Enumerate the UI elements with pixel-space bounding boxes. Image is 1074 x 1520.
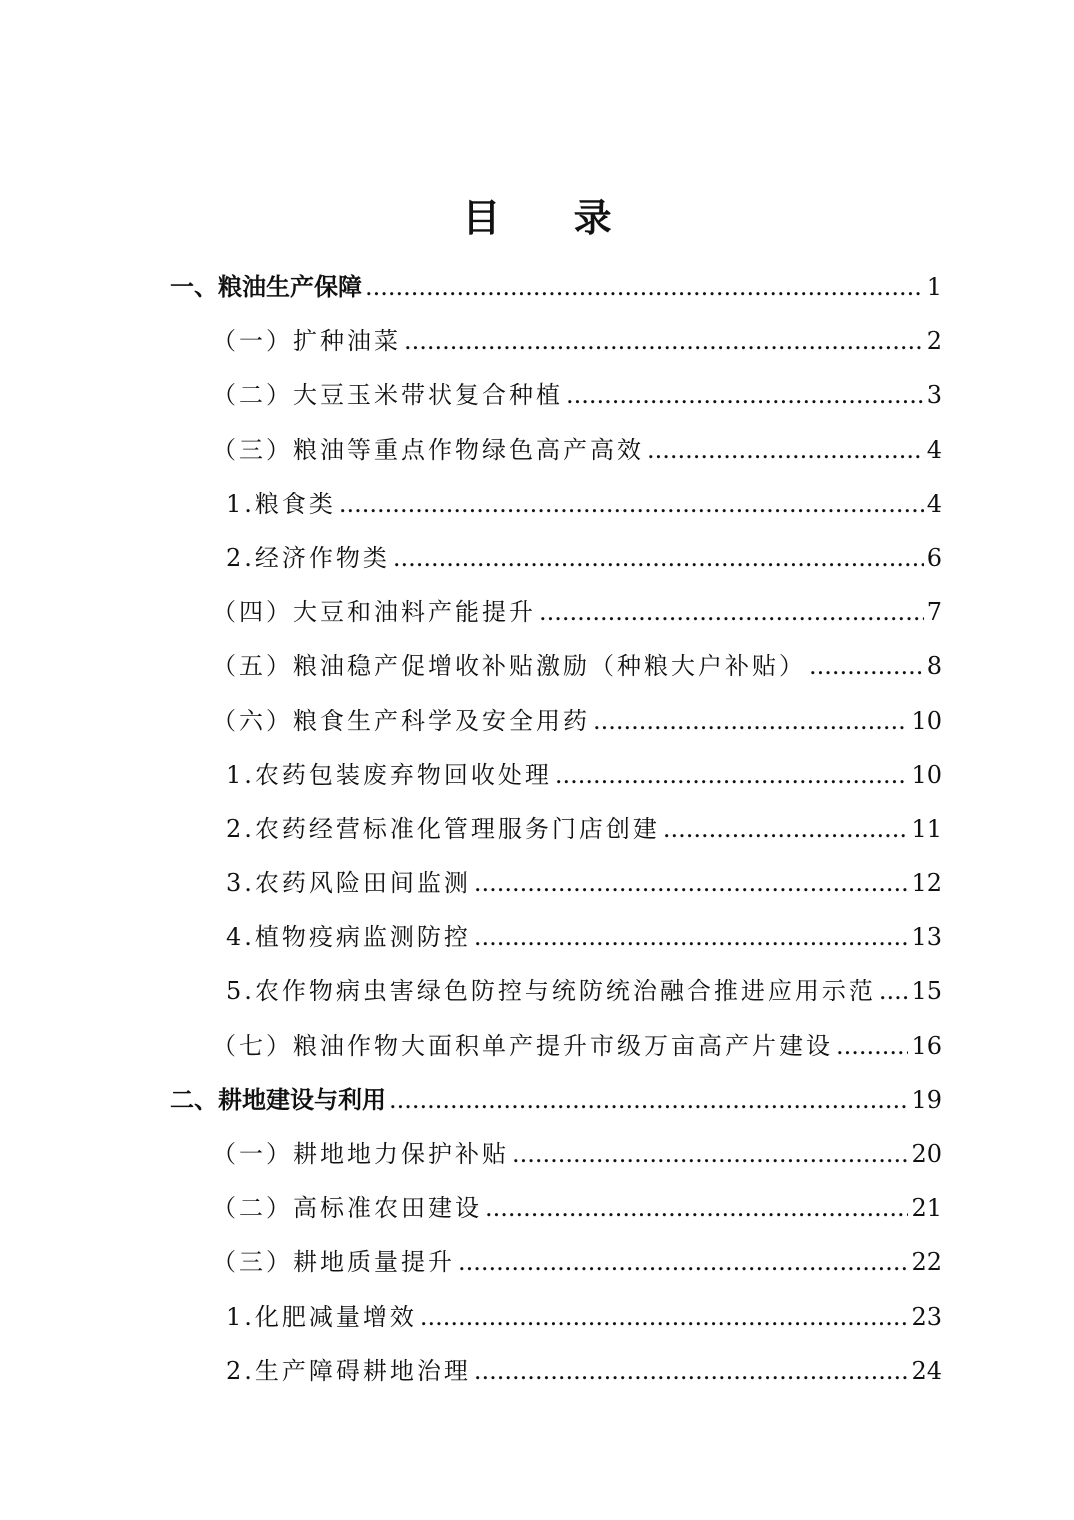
toc-entry-page-number: 20 xyxy=(911,1140,942,1168)
toc-entry-page-number: 4 xyxy=(926,435,942,464)
toc-entry-page-number: 4 xyxy=(926,489,942,518)
toc-dot-leader xyxy=(420,1290,909,1344)
toc-entry[interactable] xyxy=(170,1127,942,1181)
toc-entry[interactable] xyxy=(170,531,942,585)
toc-entry-page-number: 11 xyxy=(911,814,942,843)
toc-entry-page-number: 23 xyxy=(911,1302,942,1331)
toc-entry[interactable] xyxy=(170,639,942,693)
toc-entry-label: 1.农药包装废弃物回收处理 xyxy=(226,760,552,789)
toc-entry-label: 5.农作物病虫害绿色防控与统防统治融合推进应用示范 xyxy=(226,977,876,1006)
toc-entry[interactable] xyxy=(170,694,942,748)
toc-dot-leader xyxy=(566,368,924,422)
toc-entry-page-number: 15 xyxy=(911,977,942,1006)
toc-entry-page-number: 19 xyxy=(911,1085,942,1114)
toc-entry[interactable] xyxy=(170,368,942,422)
toc-dot-leader xyxy=(836,1019,908,1073)
toc-entry[interactable] xyxy=(170,748,942,802)
toc-entry-label: （二）高标准农田建设 xyxy=(212,1194,482,1223)
toc-entry-page-number: 7 xyxy=(926,598,942,627)
toc-entry-page-number: 8 xyxy=(926,652,942,681)
toc-dot-leader xyxy=(474,910,909,964)
toc-entry-label: 3.农药风险田间监测 xyxy=(226,869,471,898)
toc-entry-page-number: 16 xyxy=(911,1031,942,1060)
toc-entry-label: 1.化肥减量增效 xyxy=(226,1302,417,1331)
toc-entry[interactable] xyxy=(170,1235,942,1289)
toc-entry-label: （七）粮油作物大面积单产提升市级万亩高产片建设 xyxy=(212,1031,833,1060)
toc-entry[interactable] xyxy=(170,964,942,1018)
toc-entry-label: （三）粮油等重点作物绿色高产高效 xyxy=(212,435,644,464)
toc-entry[interactable] xyxy=(170,423,942,477)
toc-dot-leader xyxy=(339,477,924,531)
toc-entry[interactable] xyxy=(170,260,942,314)
toc-dot-leader xyxy=(365,260,924,314)
toc-entry[interactable] xyxy=(170,910,942,964)
toc-entry-label: 一、粮油生产保障 xyxy=(170,272,362,301)
toc-entry[interactable] xyxy=(170,314,942,368)
toc-entry[interactable] xyxy=(170,1344,942,1398)
toc-entry[interactable] xyxy=(170,1073,942,1127)
toc-entry-label: 2.生产障碍耕地治理 xyxy=(226,1356,471,1385)
toc-entry-label: （一）耕地地力保护补贴 xyxy=(212,1140,509,1168)
toc-dot-leader xyxy=(389,1073,908,1127)
toc-entry[interactable] xyxy=(170,1290,942,1344)
toc-dot-leader xyxy=(879,964,909,1018)
toc-entry-label: （一）扩种油菜 xyxy=(212,327,401,356)
toc-dot-leader xyxy=(809,639,924,693)
toc-dot-leader xyxy=(539,585,924,639)
toc-dot-leader xyxy=(458,1235,908,1289)
toc-entry-label: 2.经济作物类 xyxy=(226,543,390,572)
toc-dot-leader xyxy=(474,1344,909,1398)
toc-entry-page-number: 10 xyxy=(911,706,942,735)
toc-dot-leader xyxy=(485,1181,908,1235)
toc-entry-label: （五）粮油稳产促增收补贴激励（种粮大户补贴） xyxy=(212,652,806,681)
toc-entry-label: 二、耕地建设与利用 xyxy=(170,1084,386,1114)
toc-entry[interactable] xyxy=(170,1019,942,1073)
toc-entry-page-number: 2 xyxy=(926,327,942,356)
table-of-contents xyxy=(170,260,942,1398)
toc-dot-leader xyxy=(474,856,909,910)
toc-entry-label: 2.农药经营标准化管理服务门店创建 xyxy=(226,814,660,843)
toc-entry-page-number: 6 xyxy=(926,543,942,572)
toc-entry[interactable] xyxy=(170,856,942,910)
toc-entry-page-number: 1 xyxy=(926,273,942,301)
toc-entry[interactable] xyxy=(170,802,942,856)
toc-entry-page-number: 22 xyxy=(911,1248,942,1277)
toc-entry-label: 4.植物疫病监测防控 xyxy=(226,923,471,952)
toc-entry[interactable] xyxy=(170,585,942,639)
toc-dot-leader xyxy=(663,802,909,856)
toc-dot-leader xyxy=(512,1127,908,1181)
toc-entry-label: （四）大豆和油料产能提升 xyxy=(212,598,536,627)
toc-dot-leader xyxy=(593,694,908,748)
toc-dot-leader xyxy=(404,314,924,368)
toc-entry-page-number: 12 xyxy=(911,869,942,898)
toc-entry[interactable] xyxy=(170,477,942,531)
toc-entry-label: （二）大豆玉米带状复合种植 xyxy=(212,381,563,410)
page-title: 目 录 xyxy=(462,195,642,240)
toc-entry-page-number: 3 xyxy=(926,381,942,410)
toc-entry-page-number: 13 xyxy=(911,923,942,952)
toc-entry-page-number: 10 xyxy=(911,760,942,789)
toc-entry-label: 1.粮食类 xyxy=(226,489,336,518)
toc-entry-page-number: 21 xyxy=(911,1194,942,1223)
toc-entry-label: （三）耕地质量提升 xyxy=(212,1248,455,1277)
toc-dot-leader xyxy=(647,423,924,477)
toc-entry-label: （六）粮食生产科学及安全用药 xyxy=(212,706,590,735)
toc-dot-leader xyxy=(555,748,909,802)
toc-entry-page-number: 24 xyxy=(911,1356,942,1385)
toc-entry[interactable] xyxy=(170,1181,942,1235)
toc-dot-leader xyxy=(393,531,924,585)
